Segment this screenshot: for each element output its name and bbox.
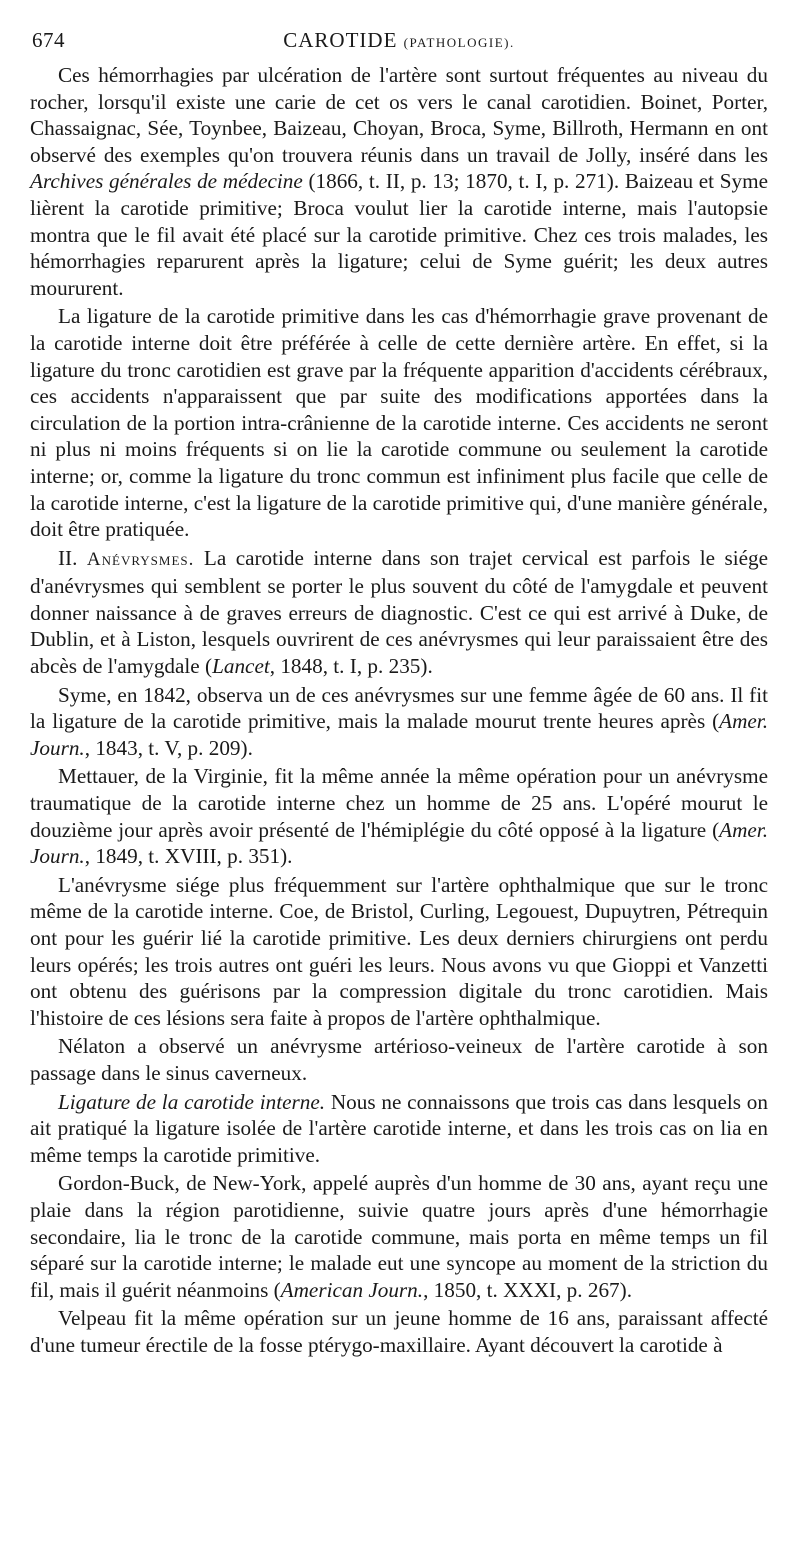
paragraph-5: [30, 763, 768, 869]
subsection-heading: Ligature de la carotide interne.: [58, 1089, 326, 1114]
section-number: II.: [58, 545, 78, 570]
paragraph-3-text-b: , 1848, t. I, p. 235).: [269, 654, 433, 679]
paragraph-2: La ligature de la carotide primitive dans les cas d'hémorrhagie grave provenant de la carotide interne doit être préférée à celle de cette dernière artère. En effet, si la ligature du tronc carotidien est grave par la fréquente apparition d'accidents cérébraux, ces accidents n'apparaissent que par suite des modifications apportées dans la circulation de la portion intra-crânienne de la carotide interne. Ces accidents ne seront ni plus ni moins fréquents si on lie la carotide commune ou seulement la carotide interne; or, comme la ligature du tronc commun est infiniment plus facile que celle de la carotide interne, c'est la ligature de la carotide primitive qui, d'une manière générale, doit être pratiquée.: [30, 304, 768, 542]
paragraph-1-text-b: (1866, t. II, p. 13; 1870, t. I, p. 271). Baizeau et Syme lièrent la carotide primitive; Broca voulut lier la carotide interne, mais l'autopsie montra que le fil avait été placé sur la carotide primitive. Chez ces trois malades, les hémorrhagies reparurent après la ligature; celui de Syme guérit; les deux autres moururent.: [30, 169, 768, 300]
paragraph-9-reference: American Journ.: [280, 1277, 424, 1302]
paragraph-4-reference: Amer. Journ.: [30, 709, 768, 760]
paragraph-5-text-a: Mettauer, de la Virginie, fit la même année la même opération pour un anévrysme traumatique de la carotide interne chez un homme de 25 ans. L'opéré mourut le douzième jour après avoir présenté de l'hémiplégie du côté opposé à la ligature (: [30, 764, 768, 842]
paragraph-4-text-b: , 1843, t. V, p. 209).: [84, 735, 253, 760]
paragraph-7: Nélaton a observé un anévrysme artérioso-veineux de l'artère carotide à son passage dans le sinus caverneux.: [30, 1034, 768, 1085]
running-title: CAROTIDE: [283, 28, 398, 52]
paragraph-3-text-a: La carotide interne dans son trajet cervical est parfois le siége d'anévrysmes qui semblent se porter le plus souvent du côté de l'amygdale et peuvent donner naissance à de graves erreurs de diagnostic. C'est ce qui est arrivé à Duke, de Dublin, et à Liston, lesquels ouvrirent de ces anévrysmes qui leur paraissaient être des abcès de l'amygdale (: [30, 545, 769, 679]
paragraph-5-reference: Amer. Journ.: [30, 817, 768, 869]
paragraph-8: [30, 1089, 768, 1169]
paragraph-1: [30, 62, 768, 301]
paragraph-9-text-a: Gordon-Buck, de New-York, appelé auprès d'un homme de 30 ans, ayant reçu une plaie dans la région parotidienne, suivie quatre jours après d'une hémorrhagie secondaire, lia le tronc de la carotide commune, mais porta en même temps un fil séparé sur la carotide interne; le malade eut une syncope au moment de la striction du fil, mais il guérit néanmoins (: [30, 1171, 768, 1302]
paragraph-10: Velpeau fit la même opération sur un jeune homme de 16 ans, paraissant affecté d'une tumeur érectile de la fosse ptérygo-maxillaire. Ayant découvert la carotide à: [30, 1306, 768, 1357]
running-subtitle: (PATHOLOGIE).: [403, 35, 515, 50]
paragraph-9-text-b: , 1850, t. XXXI, p. 267).: [423, 1277, 632, 1302]
paragraph-3: [30, 545, 768, 680]
page-header: [30, 28, 768, 62]
paragraph-4: [30, 682, 768, 762]
paragraph-6: L'anévrysme siége plus fréquemment sur l'artère ophthalmique que sur le tronc même de la carotide interne. Coe, de Bristol, Curling, Legouest, Dupuytren, Pétrequin ont pour les guérir lié la carotide primitive. Les deux derniers chirurgiens ont perdu leurs opérés; les trois autres ont guéri les leurs. Nous avons vu que Gioppi et Vanzetti ont obtenu des guérisons par la compression digitale du tronc carotidien. Mais l'histoire de ces lésions sera faite à propos de l'artère ophthalmique.: [30, 872, 768, 1030]
paragraph-1-reference: Archives générales de médecine: [30, 169, 303, 194]
paragraph-9: [30, 1170, 768, 1303]
page-number: 674: [32, 28, 65, 52]
paragraph-8-text: Nous ne connaissons que trois cas dans lesquels on ait pratiqué la ligature isolée de l'artère carotide interne, et dans les trois cas on lia en même temps la carotide primitive.: [30, 1089, 768, 1167]
body-text: [30, 62, 768, 1359]
paragraph-3-reference: Lancet: [212, 654, 270, 679]
paragraph-5-text-b: , 1849, t. XVIII, p. 351).: [84, 844, 293, 869]
running-head: [30, 28, 768, 53]
paragraph-1-text-a: Ces hémorrhagies par ulcération de l'artère sont surtout fréquentes au niveau du rocher, lorsqu'il existe une carie de cet os vers le canal carotidien. Boinet, Porter, Chassaignac, Sée, Toynbee, Baizeau, Choyan, Broca, Syme, Billroth, Hermann en ont observé des exemples qu'on trouvera réunis dans un travail de Jolly, inséré dans les: [30, 63, 768, 167]
document-page: [30, 28, 768, 1361]
section-heading: Anévrysmes.: [86, 548, 195, 570]
paragraph-4-text-a: Syme, en 1842, observa un de ces anévrysmes sur une femme âgée de 60 ans. Il fit la ligature de la carotide primitive, mais la malade mourut trente heures après (: [30, 682, 768, 734]
